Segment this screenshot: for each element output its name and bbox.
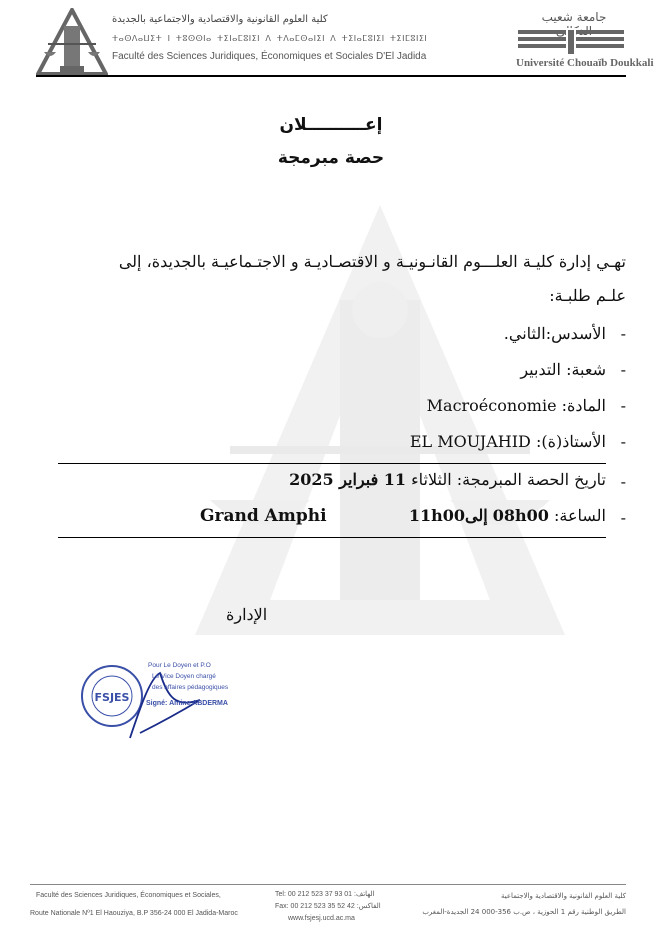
branch-label: شعبة: xyxy=(566,360,606,379)
schedule-bottom-rule xyxy=(58,537,606,538)
header-divider xyxy=(36,75,626,77)
announcement-subtitle: حصة مبرمجة xyxy=(277,148,385,168)
faculty-name-fr: Faculté des Sciences Juridiques, Économiques et Sociales D'El Jadida xyxy=(112,51,427,62)
faculty-name-ar: كلية العلوم القانونية والاقتصادية والاجتماعية بالجديدة xyxy=(112,14,328,25)
professor-value: EL MOUJAHID xyxy=(409,432,531,451)
faculty-name-tifinagh: ⵜⴰⵙⴷⴰⵡⵉⵜ ⵏ ⵜⵓⵙⵙⵏⴰ ⵜⵉⵏⴰⵎⵓⵏⵉⵏ ⴷ ⵜⴷⴰⵎⵙⴰⵏⵉⵏ ⴷ ⵜⵉⵏⴰⵎⵓⵏⵉⵏ ⵜⵉⵏⵎⵓⵏⵉⵏ xyxy=(112,34,428,43)
date-line xyxy=(289,470,606,489)
intro-line-1: تهـي إدارة كليـة العلـــوم القانـونيـة و الاقتصـاديـة و الاجتـماعيـة بالجديدة، إلى xyxy=(118,252,626,271)
intro-line-2: علـم طلبـة: xyxy=(549,286,626,305)
stamp-signed: Signé: Amine ABDERMA xyxy=(146,700,228,707)
stamp-line-2: Le Vice Doyen chargé xyxy=(152,673,216,680)
schedule-top-rule xyxy=(58,463,606,464)
time-to: 11h00 xyxy=(408,506,465,525)
bullet-dash: - xyxy=(620,324,626,343)
subject-line xyxy=(427,396,606,415)
time-from: 08h00 xyxy=(492,506,549,525)
footer-website: www.fsjesj.ucd.ac.ma xyxy=(288,915,355,922)
announcement-title: إعــــــــــلان xyxy=(279,115,383,135)
signature-administration: الإدارة xyxy=(226,605,268,624)
date-value: 11 فبراير 2025 xyxy=(289,470,407,489)
footer-fax: Fax: 00 212 523 35 52 42 :الفاكس xyxy=(275,903,381,910)
time-label: الساعة: xyxy=(554,506,606,525)
subject-value: Macroéconomie xyxy=(426,396,557,415)
footer-divider xyxy=(30,884,626,885)
stamp-line-3: des affaires pédagogiques xyxy=(152,684,229,691)
university-name-ar: جامعة شعيب xyxy=(541,10,607,24)
professor-line xyxy=(410,432,606,451)
branch-line xyxy=(520,360,606,379)
university-name-fr: Université Chouaïb Doukkali xyxy=(516,57,654,69)
stamp-center-text: FSJES xyxy=(94,691,130,704)
official-stamp xyxy=(80,658,270,740)
branch-value: التدبير xyxy=(520,360,561,379)
stamp-line-1: Pour Le Doyen et P.O xyxy=(148,662,211,669)
university-logo-bars xyxy=(518,28,624,54)
stamp-graphic xyxy=(80,658,270,740)
bullet-dash: - xyxy=(620,360,626,379)
bullet-dash: - xyxy=(620,472,626,491)
bullet-dash: - xyxy=(620,396,626,415)
footer-right-line-1: كلية العلوم القانونية والاقتصادية والاجتماعية xyxy=(500,892,626,900)
footer-left-line-2: Route Nationale Nº1 El Haouziya, B.P 356-24 000 El Jadida-Maroc xyxy=(30,910,238,917)
semester-line: الأسدس:الثاني. xyxy=(503,324,606,343)
footer-left-line-1: Faculté des Sciences Juridiques, Économiques et Sociales, xyxy=(36,892,221,899)
professor-label: الأستاذ(ة): xyxy=(535,432,606,451)
bullet-dash: - xyxy=(620,432,626,451)
footer-tel: Tel: 00 212 523 37 93 01 :الهاتف xyxy=(275,891,375,898)
location: Grand Amphi xyxy=(200,506,327,526)
bullet-dash: - xyxy=(620,508,626,527)
date-label: تاريخ الحصة المبرمجة: الثلاثاء xyxy=(411,470,606,489)
time-to-word: إلى xyxy=(465,506,488,525)
time-line xyxy=(409,506,606,525)
subject-label: المادة: xyxy=(561,396,606,415)
footer-right-line-2: الطريق الوطنية رقم 1 الحوزية ، ص.ب 356-000 24 الجديدة-المغرب xyxy=(422,908,626,916)
faculty-logo xyxy=(36,8,108,76)
